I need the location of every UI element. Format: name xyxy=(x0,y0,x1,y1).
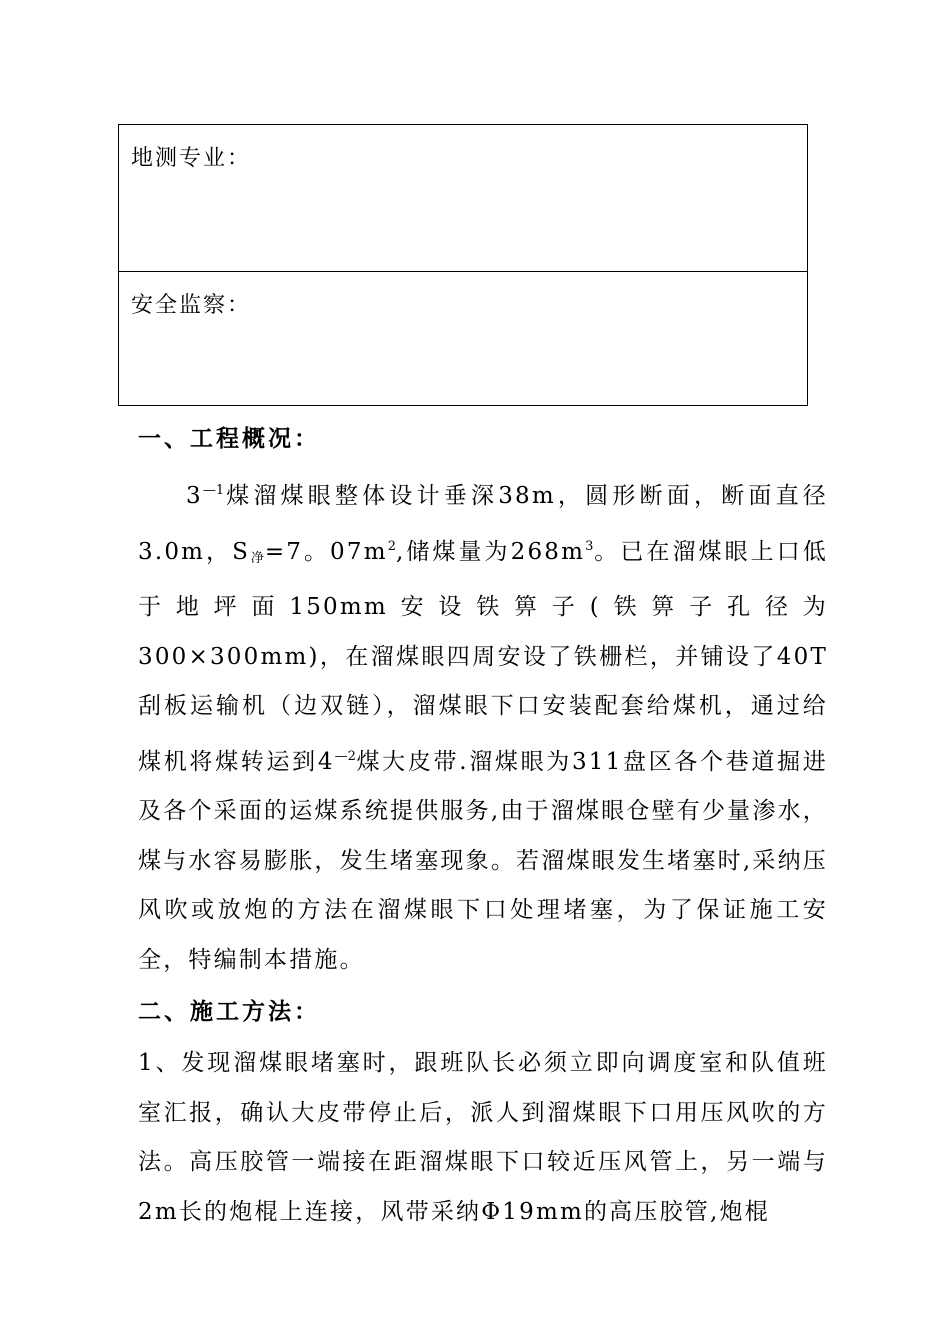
safety-sign-row xyxy=(119,272,807,405)
overview-text-b: 煤溜煤眼整体设计垂深38m，圆形断面，断面直径3.0m，S xyxy=(138,483,828,565)
geology-label: 地测专业： xyxy=(131,146,252,171)
construction-method-item-1: 1、发现溜煤眼堵塞时，跟班队长必须立即向调度室和队值班室汇报，确认大皮带停止后，派人到溜煤眼下口用压风吹的方法。高压胶管一端接在距溜煤眼下口较近压风管上，另一端与2m长的炮棍上连接，风带采纳Φ19mm的高压胶管,炮棍 xyxy=(138,1050,828,1225)
overview-superscript-4: —2 xyxy=(334,748,356,764)
section1-heading: 一、工程概况： xyxy=(138,425,320,452)
overview-text-e: 。已在溜煤眼上口低于地坪面150mm安设铁箅子(铁箅子孔径为300×300mm)，在溜煤眼四周安设了铁栅栏，并铺设了40T刮板运输机（边双链），溜煤眼下口安装配套给煤机，通过给煤机将煤转运到4 xyxy=(138,538,828,775)
overview-subscript-1: 净 xyxy=(250,550,265,566)
section2-heading: 二、施工方法： xyxy=(138,998,320,1025)
geology-sign-row xyxy=(119,125,807,272)
overview-text-f: 煤大皮带.溜煤眼为311盘区各个巷道掘进及各个采面的运煤系统提供服务,由于溜煤眼仓壁有少量渗水，煤与水容易膨胀，发生堵塞现象。若溜煤眼发生堵塞时,采纳压风吹或放炮的方法在溜煤眼下口处理堵塞，为了保证施工安全，特编制本措施。 xyxy=(138,748,828,973)
overview-text-c: =7。07m xyxy=(264,538,388,565)
overview-superscript-2: 2 xyxy=(387,538,396,554)
safety-label: 安全监察： xyxy=(131,293,252,318)
overview-superscript-1: —1 xyxy=(202,483,225,498)
overview-superscript-3: 3 xyxy=(585,538,594,554)
project-overview-paragraph xyxy=(138,466,828,985)
signature-table xyxy=(118,124,808,406)
overview-text-a: 3 xyxy=(186,483,203,509)
document-body xyxy=(138,412,828,1237)
overview-text-d: ,储煤量为268m xyxy=(396,538,586,565)
